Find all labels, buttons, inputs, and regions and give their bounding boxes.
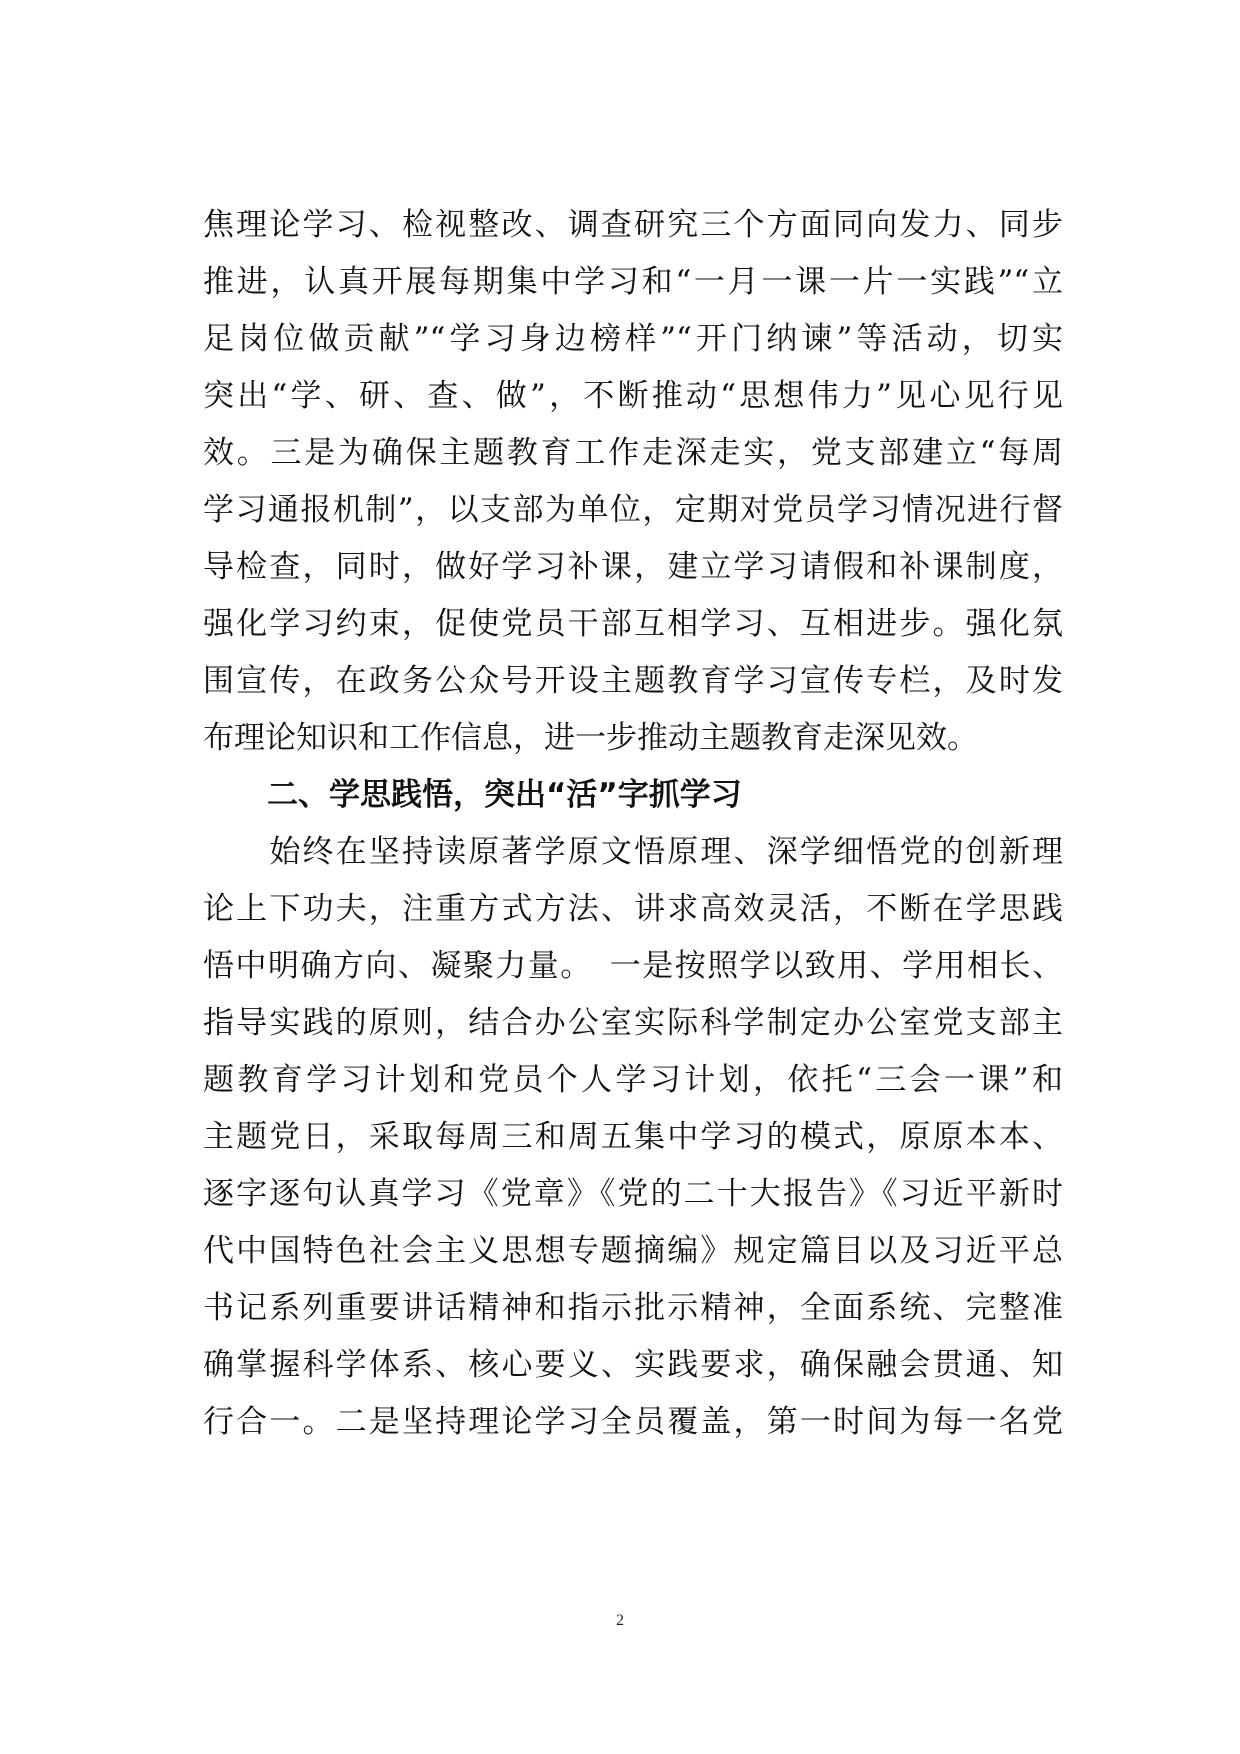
text-line: 推进，认真开展每期集中学习和“一月一课一片一实践”“立 <box>203 264 1063 300</box>
text-line: 行合一。二是坚持理论学习全员覆盖，第一时间为每一名党 <box>203 1404 1063 1440</box>
text-line: 题教育学习计划和党员个人学习计划，依托“三会一课”和 <box>203 1062 1063 1098</box>
text-line: 效。三是为确保主题教育工作走深走实，党支部建立“每周 <box>203 435 1063 471</box>
text-line: 始终在坚持读原著学原文悟原理、深学细悟党的创新理 <box>203 834 1063 870</box>
text-line: 悟中明确方向、凝聚力量。 一是按照学以致用、学用相长、 <box>203 948 1063 984</box>
section-heading-block <box>203 767 1063 824</box>
text-line: 逐字逐句认真学习《党章》《党的二十大报告》《习近平新时 <box>203 1176 1063 1212</box>
text-line: 布理论知识和工作信息，进一步推动主题教育走深见效。 <box>203 720 978 756</box>
text-line: 主题党日，采取每周三和周五集中学习的模式，原原本本、 <box>203 1119 1063 1155</box>
body-paragraph-2 <box>203 824 1063 1451</box>
body-paragraph-1 <box>203 197 1063 767</box>
section-heading: 二、学思践悟，突出“活”字抓学习 <box>267 777 742 813</box>
text-line: 强化学习约束，促使党员干部互相学习、互相进步。强化氛 <box>203 606 1063 642</box>
text-line: 代中国特色社会主义思想专题摘编》规定篇目以及习近平总 <box>203 1233 1063 1269</box>
text-line: 指导实践的原则，结合办公室实际科学制定办公室党支部主 <box>203 1005 1063 1041</box>
text-line: 学习通报机制”，以支部为单位，定期对党员学习情况进行督 <box>203 492 1063 528</box>
text-line: 确掌握科学体系、核心要义、实践要求，确保融会贯通、知 <box>203 1347 1063 1383</box>
text-line: 足岗位做贡献”“学习身边榜样”“开门纳谏”等活动，切实 <box>203 321 1063 357</box>
text-line: 导检查，同时，做好学习补课，建立学习请假和补课制度， <box>203 549 1063 585</box>
text-line: 焦理论学习、检视整改、调查研究三个方面同向发力、同步 <box>203 207 1063 243</box>
text-line: 书记系列重要讲话精神和指示批示精神，全面系统、完整准 <box>203 1290 1063 1326</box>
text-line: 围宣传，在政务公众号开设主题教育学习宣传专栏，及时发 <box>203 663 1063 699</box>
page-number: 2 <box>616 1612 624 1629</box>
text-line: 突出“学、研、查、做”，不断推动“思想伟力”见心见行见 <box>203 378 1063 414</box>
text-line: 论上下功夫，注重方式方法、讲求高效灵活，不断在学思践 <box>203 891 1063 927</box>
